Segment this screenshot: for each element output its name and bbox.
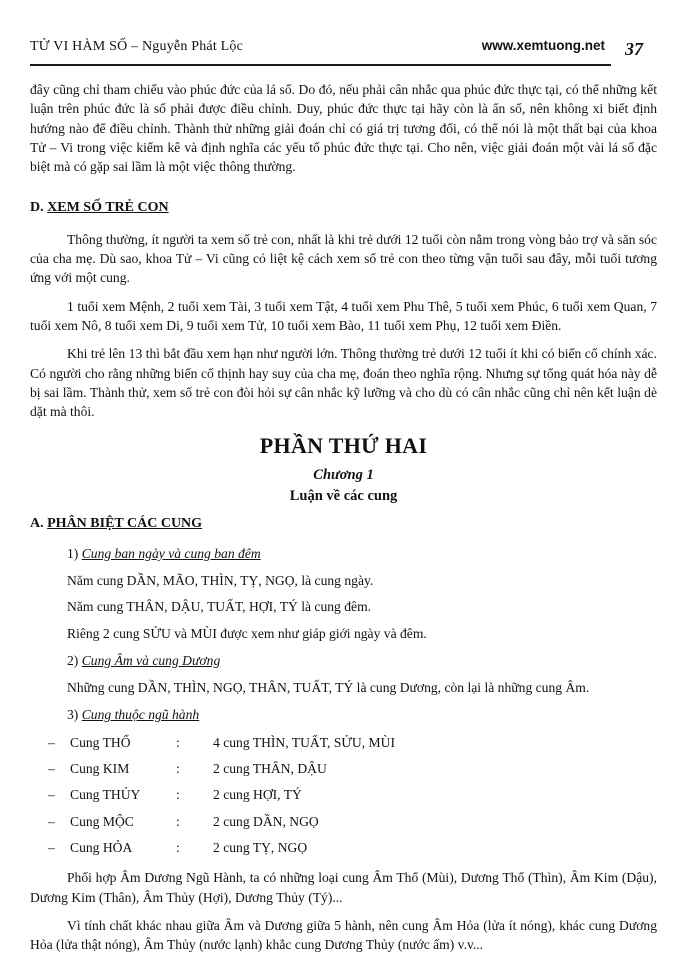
page-content — [30, 80, 657, 954]
section-a-title: PHÂN BIỆT CÁC CUNG — [47, 516, 203, 532]
cung-name: Cung MỘC — [70, 813, 134, 829]
section-d-label: D. — [30, 200, 44, 216]
cung-name: Cung HỎA — [70, 839, 133, 855]
nature-paragraph: Vì tính chất khác nhau giữa Âm và Dương giữa 5 hành, nên cung Âm Hỏa (lửa ít nóng), khác cung Dương Hỏa (lửa thật nóng), Âm Thủy (nước lạnh) khắc cung Dương Thủy (nước ấm) v.v... — [30, 917, 657, 953]
section-a-label: A. — [30, 516, 44, 532]
section-d-title: XEM SỐ TRẺ CON — [47, 200, 169, 216]
subsection-1-heading — [67, 544, 657, 563]
header-rule — [30, 38, 611, 66]
list-item-tho — [48, 733, 657, 752]
colon-glyph: : — [176, 761, 180, 777]
subsection-3-heading — [67, 705, 657, 724]
website-text: www.xemtuong.net — [481, 38, 605, 53]
part-two-title: PHẦN THỨ HAI — [259, 433, 428, 459]
subsection-3-title: Cung thuộc ngũ hành — [81, 707, 200, 723]
cung-value: 4 cung THÌN, TUẤT, SỬU, MÙI — [213, 734, 395, 750]
subsection-1-number: 1) — [67, 545, 79, 561]
subsection-2-heading — [67, 651, 657, 670]
intro-paragraph: đây cũng chỉ tham chiếu vào phúc đức của lá số. Do đó, nếu phải cân nhắc qua phúc đức thực tại, có thể những kết luận trên phúc đức là số phải được điều chỉnh. Duy, phúc đức thực tại hãy còn là ẩn số, nên không xi biết định hướng nào để điều chỉnh. Thành thử những giải đoán chỉ có giá trị tương đối, có thể nói là một thất bại của khoa Tử – Vi trong việc kiểm kê và định nghĩa các yếu tố phúc đức thực tại. Cho nên, việc giải đoán một vài lá số đặc biệt mà có gặp sai lầm là một việc thông thường. — [30, 82, 657, 175]
cung-value: 2 cung HỢI, TÝ — [213, 787, 302, 803]
dash-glyph: – — [48, 839, 55, 855]
cung-name: Cung THỔ — [70, 734, 131, 750]
list-item-hoa — [48, 838, 657, 857]
day-cung-line: Năm cung DẦN, MÃO, THÌN, TỴ, NGỌ, là cung ngày. — [67, 572, 374, 588]
cung-value: 2 cung TỴ, NGỌ — [213, 839, 308, 855]
subsection-1-title: Cung ban ngày và cung ban đêm — [81, 545, 261, 561]
cung-name: Cung KIM — [70, 761, 130, 777]
page-header — [30, 38, 657, 66]
chapter-label: Chương 1 — [313, 466, 374, 483]
section-d-paragraph-3: Khi trẻ lên 13 thì bắt đầu xem hạn như người lớn. Thông thường trẻ dưới 12 tuổi ít khi có biến cố chính xác. Có người cho rằng những biến cố thịnh hay suy của cha mẹ, đoán theo nghĩa rộng. Nhưng sự tổng quát hóa này dễ bị sai lầm. Thành thử, xem số trẻ con đòi hỏi sự cân nhắc kỹ lưỡng và cho dù có cân nhắc cũng chỉ nên kết luận dè dặt mà thôi. — [30, 346, 657, 420]
list-item-thuy — [48, 785, 657, 804]
section-a-heading — [30, 514, 657, 533]
colon-glyph: : — [176, 813, 180, 829]
book-title: TỬ VI HÀM SỐ – Nguyễn Phát Lộc — [30, 39, 243, 54]
dash-glyph: – — [48, 761, 55, 777]
dash-glyph: – — [48, 734, 55, 750]
colon-glyph: : — [176, 839, 180, 855]
dash-glyph: – — [48, 787, 55, 803]
border-cung-line: Riêng 2 cung SỬU và MÙI được xem như giáp giới ngày và đêm. — [67, 625, 427, 641]
list-item-moc — [48, 812, 657, 831]
subsection-3-number: 3) — [67, 707, 79, 723]
cung-value: 2 cung THÂN, DẬU — [213, 761, 327, 777]
subsection-2-number: 2) — [67, 652, 79, 668]
combine-paragraph: Phối hợp Âm Dương Ngũ Hành, ta có những loại cung Âm Thổ (Mùi), Dương Thổ (Thìn), Âm Kim (Dậu), Dương Kim (Thân), Âm Thủy (Hợi), Dương Thủy (Tý)... — [30, 870, 657, 905]
colon-glyph: : — [176, 787, 180, 803]
section-d-heading — [30, 198, 657, 217]
dash-glyph: – — [48, 813, 55, 829]
cung-name: Cung THỦY — [70, 787, 141, 803]
section-d-paragraph-1: Thông thường, ít người ta xem số trẻ con, nhất là khi trẻ dưới 12 tuổi còn nằm trong vòng bảo trợ và săn sóc của cha mẹ. Dù sao, khoa Tử – Vi cũng có liệt kệ cách xem số trẻ con theo từng vận tuổi sau đây, mỗi tuổi tương ứng với một cung. — [30, 231, 657, 286]
cung-value: 2 cung DẦN, NGỌ — [213, 813, 319, 829]
amduong-cung-line: Những cung DẦN, THÌN, NGỌ, THÂN, TUẤT, TÝ là cung Dương, còn lại là những cung Âm. — [67, 680, 590, 696]
chapter-title: Luận về các cung — [289, 488, 398, 505]
subsection-2-title: Cung Âm và cung Dương — [81, 652, 221, 668]
section-d-paragraph-2: 1 tuổi xem Mệnh, 2 tuổi xem Tài, 3 tuổi xem Tật, 4 tuổi xem Phu Thê, 5 tuổi xem Phúc, 6 tuổi xem Quan, 7 tuổi xem Nô, 8 tuổi xem Di, 9 tuổi xem Tử, 10 tuổi xem Bào, 11 tuổi xem Phụ, 12 tuổi xem Điền. — [30, 298, 657, 333]
night-cung-line: Năm cung THÂN, DẬU, TUẤT, HỢI, TÝ là cung đêm. — [67, 599, 372, 615]
colon-glyph: : — [176, 734, 180, 750]
list-item-kim — [48, 759, 657, 778]
page-number: 37 — [625, 39, 643, 59]
